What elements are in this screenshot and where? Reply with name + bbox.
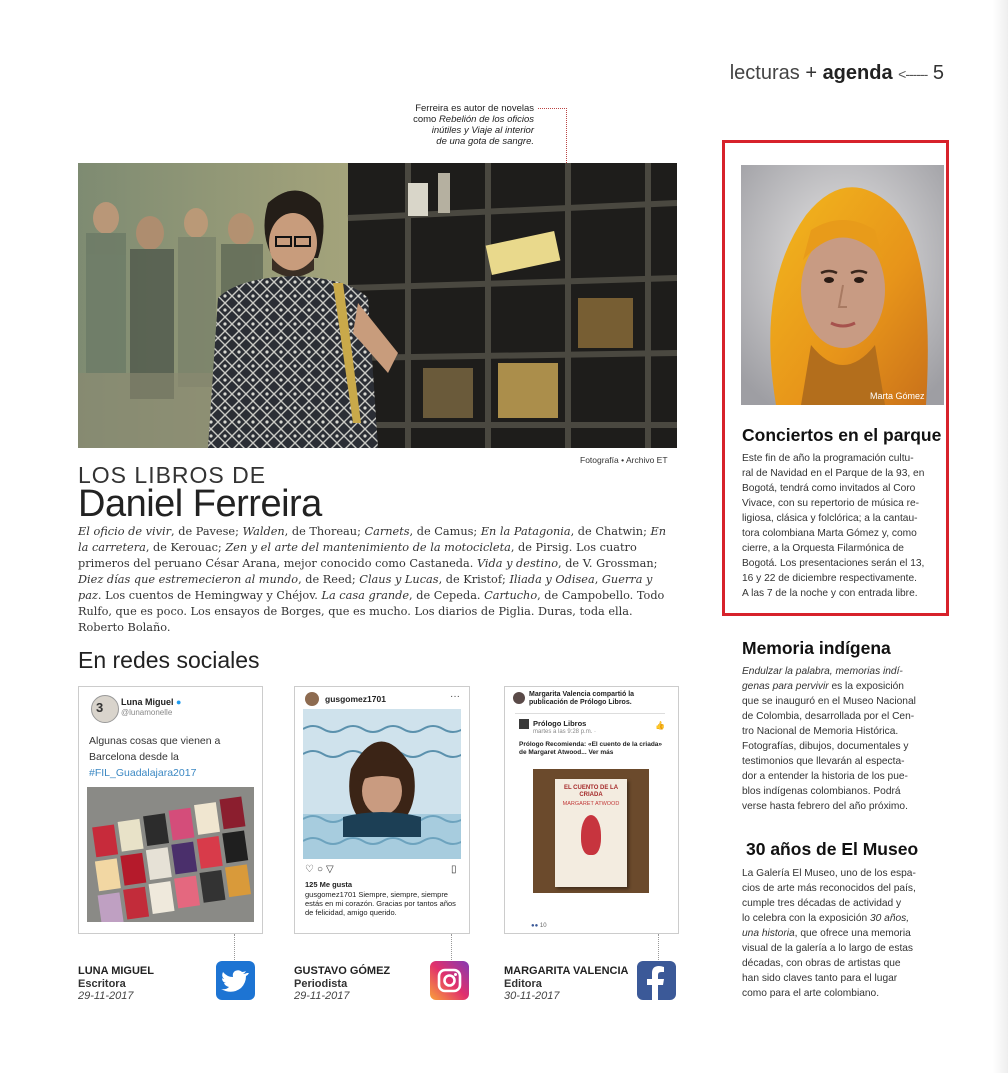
comment-icon[interactable]: ○ bbox=[316, 864, 327, 875]
article-title: Daniel Ferreira bbox=[78, 483, 322, 525]
tweet-handle[interactable]: @lunamonelle bbox=[121, 708, 173, 717]
book-cover bbox=[555, 779, 627, 887]
share-icon[interactable]: ▽ bbox=[326, 864, 337, 875]
museo-line-4: lo celebra con la exposición bbox=[742, 913, 870, 924]
connector-line bbox=[234, 934, 236, 960]
body-segment: En la Patagonia bbox=[480, 525, 571, 538]
text-line: verse hasta febrero del año próximo. bbox=[742, 801, 908, 812]
body-segment: , de Kristof; bbox=[438, 573, 510, 586]
reactions-icon: ●● bbox=[531, 923, 539, 929]
fb-reactions[interactable] bbox=[531, 923, 547, 929]
caption-text: como bbox=[413, 114, 439, 125]
fb-book-image[interactable] bbox=[533, 769, 649, 893]
photo-credit: Fotografía • Archivo ET bbox=[580, 455, 668, 465]
insta-likes: 125 Me gusta bbox=[305, 880, 353, 889]
body-segment: , bbox=[594, 573, 602, 586]
text-line: La Galería El Museo, uno de los espa- bbox=[742, 868, 916, 879]
concerts-text bbox=[742, 451, 924, 601]
caption-pointer bbox=[538, 108, 567, 171]
author-name: MARGARITA VALENCIA bbox=[504, 965, 629, 977]
text-line: testimonios que llevarán al especta- bbox=[742, 756, 905, 767]
divider bbox=[515, 713, 665, 714]
author-name: GUSTAVO GÓMEZ bbox=[294, 965, 391, 977]
tweet-username: Luna Miguel bbox=[121, 697, 174, 707]
text-line: ral de Navidad en el Parque de la 93, en bbox=[742, 468, 925, 479]
text-line: Bogotá. Los presentaciones serán el 13, bbox=[742, 558, 925, 569]
body-segment: Carnets bbox=[364, 525, 410, 538]
text-line: blos indígenas colombianos. Podrá bbox=[742, 786, 901, 797]
more-icon[interactable]: ··· bbox=[450, 691, 460, 702]
text-line: 16 y 22 de diciembre respectivamente. bbox=[742, 573, 917, 584]
text-line: A las 7 de la noche y con entrada libre. bbox=[742, 588, 918, 599]
museo-italic-2: una historia bbox=[742, 928, 795, 939]
facebook-author bbox=[504, 965, 628, 1003]
museo-text bbox=[742, 866, 916, 1001]
body-segment: , de Camus; bbox=[409, 525, 481, 538]
text-line: tro Nacional de Memoria Histórica. bbox=[742, 726, 899, 737]
connector-line bbox=[451, 934, 453, 960]
insta-image[interactable] bbox=[303, 709, 461, 859]
daniel-ferreira-photo bbox=[78, 163, 677, 448]
caption-line-4: de una gota de sangre. bbox=[436, 136, 534, 147]
text-line: Vivace, con su repertorio de música re- bbox=[742, 498, 920, 509]
text-line: que se inauguró en el Museo Nacional bbox=[742, 696, 916, 707]
article-kicker: LOS LIBROS DE bbox=[78, 462, 267, 488]
book-illustration bbox=[581, 815, 601, 855]
tweet-user[interactable] bbox=[121, 697, 181, 707]
body-segment: , de V. Grossman; bbox=[558, 557, 658, 570]
fb-page-name[interactable]: Prólogo Libros bbox=[533, 719, 587, 728]
section-agenda: agenda bbox=[822, 62, 893, 84]
body-segment: , de Cepeda. bbox=[409, 589, 485, 602]
avatar bbox=[305, 692, 319, 706]
museo-line-5: , que ofrece una memoria bbox=[794, 928, 911, 939]
text-line: décadas, con obras de artistas que bbox=[742, 958, 901, 969]
text-line: cios de arte más reconocidos del país, bbox=[742, 883, 916, 894]
page-header bbox=[730, 62, 944, 85]
author-role: Editora bbox=[504, 977, 542, 990]
museo-title: 30 años de El Museo bbox=[746, 839, 919, 859]
text-line: cierre, a la Orquesta Filarmónica de bbox=[742, 543, 904, 554]
memoria-title: Memoria indígena bbox=[742, 638, 891, 658]
body-segment: , de Pavese; bbox=[171, 525, 243, 538]
body-segment: La casa grande bbox=[321, 589, 410, 602]
body-segment: , de Kerouac; bbox=[145, 541, 226, 554]
museo-italic-1: 30 años, bbox=[870, 913, 910, 924]
text-line: Bogotá, tendrá como invitados al Coro bbox=[742, 483, 916, 494]
section-lecturas: lecturas bbox=[729, 62, 800, 84]
insta-actions[interactable] bbox=[305, 864, 337, 875]
plus-sign: + bbox=[805, 62, 817, 84]
verified-icon: ● bbox=[176, 697, 182, 707]
facebook-icon bbox=[637, 961, 676, 1000]
body-segment: Vida y destino bbox=[476, 557, 559, 570]
body-segment: Walden bbox=[242, 525, 285, 538]
article-body bbox=[78, 524, 676, 636]
memoria-text-2: es la exposición bbox=[828, 681, 904, 692]
twitter-card[interactable] bbox=[78, 686, 263, 934]
text-line: de Colombia, desarrollada por el Cen- bbox=[742, 711, 915, 722]
memoria-text bbox=[742, 664, 916, 814]
memoria-italic-2: genas para pervivir bbox=[742, 681, 829, 692]
author-name: LUNA MIGUEL bbox=[78, 965, 154, 977]
fb-post-time: martes a las 9:28 p.m. · bbox=[533, 729, 597, 735]
tweet-line-1: Algunas cosas que vienen a bbox=[89, 735, 221, 747]
body-segment: , de Campobello. Todo Rulfo, que es poco. Los ensayos de Borges, que es mucho. Los diarios de Piglia. Duras, toda ella. Roberto Bolaño. bbox=[78, 589, 665, 634]
author-date: 29-11-2017 bbox=[294, 990, 350, 1002]
page-number: 5 bbox=[932, 62, 944, 84]
insta-username[interactable]: gusgomez1701 bbox=[325, 694, 386, 704]
body-segment: Zen y el arte del mantenimiento de la motocicleta bbox=[225, 541, 511, 554]
instagram-card[interactable] bbox=[294, 686, 470, 934]
museo-lines-2 bbox=[742, 941, 916, 1001]
body-segment: . Los cuentos de Hemingway y Chéjov. bbox=[97, 589, 322, 602]
connector-line bbox=[658, 934, 660, 960]
text-line: visual de la galería a lo largo de estas bbox=[742, 943, 914, 954]
page-avatar bbox=[519, 719, 529, 729]
caption-line-2 bbox=[380, 114, 534, 125]
reaction-count: 10 bbox=[539, 923, 547, 929]
author-role: Periodista bbox=[294, 977, 348, 990]
body-segment: Iliada y Odisea bbox=[509, 573, 595, 586]
body-segment: , de Reed; bbox=[298, 573, 360, 586]
fb-share-header: Margarita Valencia compartió la publicación de Prólogo Libros. bbox=[529, 691, 635, 706]
avatar bbox=[91, 695, 119, 723]
body-segment: Claus y Lucas bbox=[359, 573, 439, 586]
photo-label: Marta Gómez bbox=[870, 391, 925, 401]
book-title: EL CUENTO DE LA CRIADA bbox=[563, 785, 619, 798]
text-line: como para el arte colombiano. bbox=[742, 988, 880, 999]
tweet-line-2: Barcelona desde la bbox=[89, 751, 179, 763]
facebook-card[interactable] bbox=[504, 686, 679, 934]
instagram-author bbox=[294, 965, 390, 1003]
memoria-lines bbox=[742, 694, 916, 814]
photo-caption bbox=[380, 103, 534, 147]
twitter-author bbox=[78, 965, 154, 1003]
tweet-hashtag[interactable]: #FIL_Guadalajara2017 bbox=[89, 767, 197, 779]
tweet-text bbox=[89, 733, 220, 781]
body-segment: , de Thoreau; bbox=[284, 525, 365, 538]
page-edge bbox=[993, 0, 1008, 1073]
caption-line-3: inútiles y Viaje al interior bbox=[431, 125, 534, 136]
social-heading: En redes sociales bbox=[78, 647, 260, 673]
text-line: Fotografías, dibujos, documentales y bbox=[742, 741, 909, 752]
heart-icon[interactable]: ♡ bbox=[305, 864, 317, 875]
body-segment: El oficio de vivir bbox=[78, 525, 172, 538]
insta-caption: gusgomez1701 Siempre, siempre, siempre estás en mi corazón. Gracias por tantos años de felicidad, amigo querido. bbox=[305, 890, 456, 917]
bookmark-icon[interactable]: ▯ bbox=[451, 864, 457, 875]
author-date: 29-11-2017 bbox=[78, 990, 134, 1002]
avatar bbox=[513, 692, 525, 704]
text-line: han sido claves tanto para el lugar bbox=[742, 973, 898, 984]
body-segment: Diez días que estremecieron al mundo bbox=[78, 573, 299, 586]
museo-lines-1 bbox=[742, 866, 916, 911]
text-line: ligiosa, clásica y folclórica; a la cantau- bbox=[742, 513, 918, 524]
text-line: Este fin de año la programación cultu- bbox=[742, 453, 914, 464]
like-icon[interactable]: 👍 bbox=[655, 721, 665, 730]
author-date: 30-11-2017 bbox=[504, 990, 560, 1002]
instagram-icon bbox=[430, 961, 469, 1000]
marta-gomez-photo bbox=[741, 165, 944, 405]
author-role: Escritora bbox=[78, 977, 126, 990]
body-segment: , de Pirsig. Los cuatro primeros del peruano César Arana, mejor conocido como Castaneda. bbox=[78, 541, 637, 570]
text-line: cumple tres décadas de actividad y bbox=[742, 898, 902, 909]
body-segment: Cartucho bbox=[484, 589, 538, 602]
body-segment: , de Chatwin; bbox=[570, 525, 651, 538]
twitter-bird-icon bbox=[216, 961, 255, 1000]
body-segment: En la carretera bbox=[78, 525, 666, 554]
caption-italic: Rebelión de los oficios bbox=[438, 114, 534, 125]
text-line: tora colombiana Marta Gómez y, como bbox=[742, 528, 917, 539]
memoria-italic-1: Endulzar la palabra, memorias indí- bbox=[742, 666, 903, 677]
concerts-title: Conciertos en el parque bbox=[742, 425, 942, 445]
arrow-left-icon: <------ bbox=[898, 66, 928, 82]
fb-post-text: Prólogo Recomienda: «El cuento de la criada» de Margaret Atwood... Ver más bbox=[519, 741, 663, 756]
book-author: MARGARET ATWOOD bbox=[562, 801, 620, 807]
tweet-image[interactable] bbox=[87, 787, 254, 922]
body-segment: Guerra y paz bbox=[78, 573, 653, 602]
text-line: dor a entender la historia de los pue- bbox=[742, 771, 908, 782]
caption-line-1: Ferreira es autor de novelas bbox=[415, 103, 534, 114]
avatar-initials: 3 bbox=[96, 700, 104, 715]
